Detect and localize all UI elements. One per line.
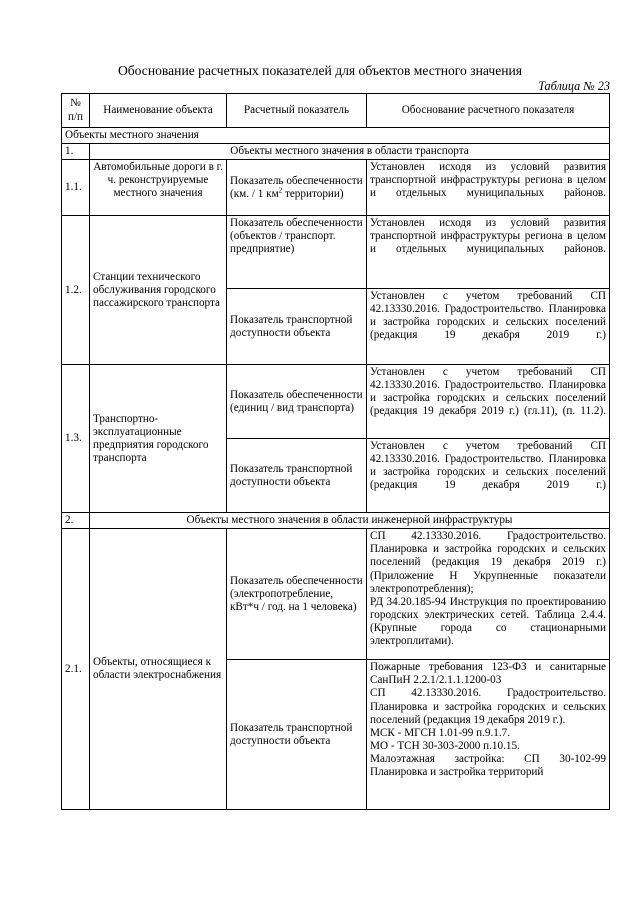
header-indicator: Расчетный показатель [227,94,367,128]
basis-cell: Установлен исходя из условий развития транспортной инфраструктуры региона в целом и отдельных муниципальных районов. [367,160,610,216]
basis-cell: Установлен с учетом требований СП 42.13330.2016. Градостроительство. Планировка и застройка городских и сельских поселений (редакция 19 декабря 2019 г.) [367,439,610,513]
basis-cell: Установлен с учетом требований СП 42.13330.2016. Градостроительство. Планировка и застройка городских и сельских поселений (редакция 19 декабря 2019 г.) [367,289,610,365]
basis-cell: СП 42.13330.2016. Градостроительство. Планировка и застройка городских и сельских поселений (редакция 19 декабря 2019 г.) (Приложение Н Укрупненные показатели электропотребления); РД 34.20.185-94 Инструкция по проектированию городских электрических сетей. Таблица 2.4.4. (Крупные города со стационарными электроплитами). [367,529,610,660]
header-basis: Обоснование расчетного показателя [367,94,610,128]
table-row [62,365,610,439]
indicator-cell: Показатель обеспеченности (электропотребление, кВт*ч / год. на 1 человека) [227,529,367,660]
object-name: Станции технического обслуживания городского пассажирского транспорта [90,216,227,365]
row-num: 2.1. [62,529,90,810]
indicator-cell: Показатель транспортной доступности объекта [227,289,367,365]
indicators-table [61,93,610,810]
object-name: Автомобильные дороги в г. ч. реконструируемые местного значения [90,160,227,216]
indicator-cell: Показатель обеспеченности (объектов / транспорт. предприятие) [227,216,367,289]
indicator-cell: Показатель обеспеченности (единиц / вид транспорта) [227,365,367,439]
section-all: Объекты местного значения [62,128,610,144]
row-num: 1.3. [62,365,90,513]
indicator-cell: Показатель обеспеченности (км. / 1 $км^2$ территории) [227,160,367,216]
section-row [62,128,610,144]
basis-cell: Установлен исходя из условий развития транспортной инфраструктуры региона в целом и отдельных муниципальных районов. [367,216,610,289]
basis-cell: Пожарные требования 123-ФЗ и санитарные СанПиН 2.2.1/2.1.1.1200-03 СП 42.13330.2016. Градостроительство. Планировка и застройка городских и сельских поселений (редакция 19 декабря 2019 г.). МСК - МГСН 1.01-99 п.9.1.7. МО - ТСН 30-303-2000 п.10.15. Малоэтажная застройка: СП 30-102-99 Планировка и застройка территорий [367,660,610,810]
header-row [62,94,610,128]
section-row [62,144,610,160]
indicator-cell: Показатель транспортной доступности объекта [227,660,367,810]
row-num: 1.2. [62,216,90,365]
section-row [62,513,610,529]
indicator-cell: Показатель транспортной доступности объекта [227,439,367,513]
section-title: Объекты местного значения в области инженерной инфраструктуры [90,513,610,529]
object-name: Транспортно-эксплуатационные предприятия городского транспорта [90,365,227,513]
section-title: Объекты местного значения в области транспорта [90,144,610,160]
basis-cell: Установлен с учетом требований СП 42.13330.2016. Градостроительство. Планировка и застройка городских и сельских поселений (редакция 19 декабря 2019 г.) (гл.11), (п. 11.2). [367,365,610,439]
header-name: Наименование объекта [90,94,227,128]
section-num: 2. [62,513,90,529]
section-num: 1. [62,144,90,160]
table-row [62,216,610,289]
table-row [62,529,610,660]
table-row [62,160,610,216]
object-name: Объекты, относящиеся к области электроснабжения [90,529,227,810]
row-num: 1.1. [62,160,90,216]
page-title: Обоснование расчетных показателей для объектов местного значения [117,63,523,78]
header-num: № п/п [62,94,90,128]
table-number: Таблица № 23 [538,79,610,93]
